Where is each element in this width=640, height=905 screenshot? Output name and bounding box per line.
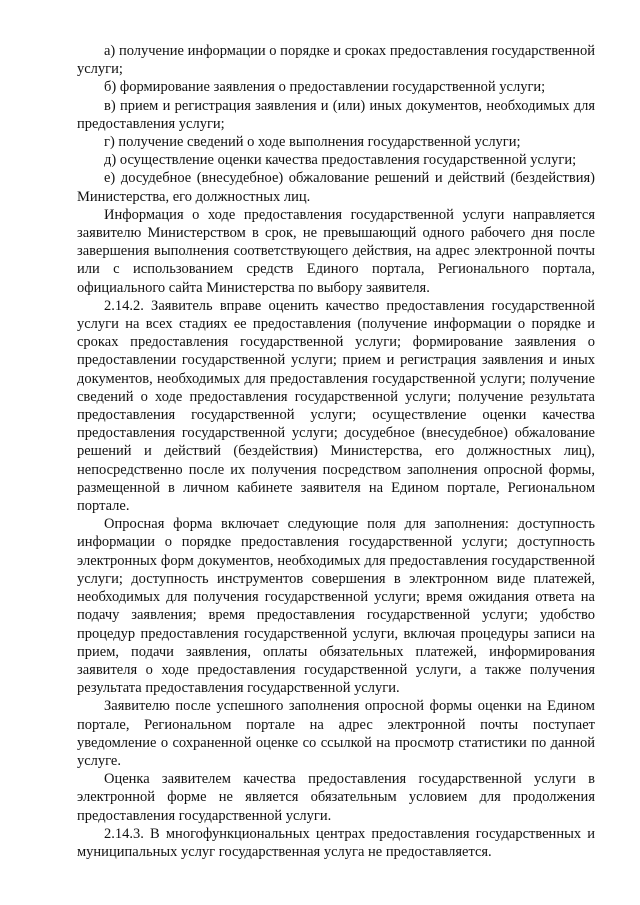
document-page xyxy=(77,42,595,861)
list-item-v: в) прием и регистрация заявления и (или) иных документов, необходимых для предоставления услуги; xyxy=(77,97,595,132)
paragraph-survey-form: Опросная форма включает следующие поля для заполнения: доступность информации о порядке предоставления государственной услуги; доступность электронных форм документов, необходимых для предоставления государственной услуги; доступность инструментов совершения в электронном виде платежей, необходимых для получения государственной услуги; время ожидания ответа на подачу заявления; время предоставления государственной услуги; удобство процедур предоставления государственной услуги, включая процедуры записи на прием, подачи заявления, оплаты обязательных платежей, информирования заявителя о ходе предоставления государственной услуги, а также получения результата предоставления государственной услуги. xyxy=(77,516,595,697)
paragraph-evaluation-optional: Оценка заявителем качества предоставления государственной услуги в электронной форме не является обязательным условием для продолжения предоставления государственной услуги. xyxy=(77,771,595,824)
section-2-14-3: 2.14.3. В многофункциональных центрах предоставления государственных и муниципальных услуг государственная услуга не предоставляется. xyxy=(77,825,595,860)
paragraph-notification: Заявителю после успешного заполнения опросной формы оценки на Едином портале, Региональном портале на адрес электронной почты поступает уведомление о сохраненной оценке со ссылкой на просмотр статистики по данной услуге. xyxy=(77,698,595,769)
section-2-14-2: 2.14.2. Заявитель вправе оценить качество предоставления государственной услуги на всех стадиях ее предоставления (получение информации о порядке и сроках предоставления государственной услуги; формирование заявления о предоставлении государственной услуги; прием и регистрация заявления и иных документов, необходимых для предоставления государственной услуги; получение сведений о ходе предоставления государственной услуги; получение результата предоставления государственной услуги; осуществление оценки качества предоставления государственной услуги; досудебное (внесудебное) обжалование решений и действий (бездействия) Министерства, его должностных лиц), непосредственно после их получения посредством заполнения опросной формы, размещенной в личном кабинете заявителя на Едином портале, Региональном портале. xyxy=(77,297,595,515)
list-item-e: е) досудебное (внесудебное) обжалование решений и действий (бездействия) Министерства, его должностных лиц. xyxy=(77,170,595,205)
paragraph-progress-info: Информация о ходе предоставления государственной услуги направляется заявителю Министерством в срок, не превышающий одного рабочего дня после завершения выполнения соответствующего действия, на адрес электронной почты или с использованием средств Единого портала, Регионального портала, официального сайта Министерства по выбору заявителя. xyxy=(77,206,595,296)
list-item-b: б) формирование заявления о предоставлении государственной услуги; xyxy=(104,79,546,96)
list-item-a: а) получение информации о порядке и сроках предоставления государственной услуги; xyxy=(77,43,595,78)
list-item-d: д) осуществление оценки качества предоставления государственной услуги; xyxy=(104,152,577,169)
list-item-g: г) получение сведений о ходе выполнения государственной услуги; xyxy=(104,134,521,151)
